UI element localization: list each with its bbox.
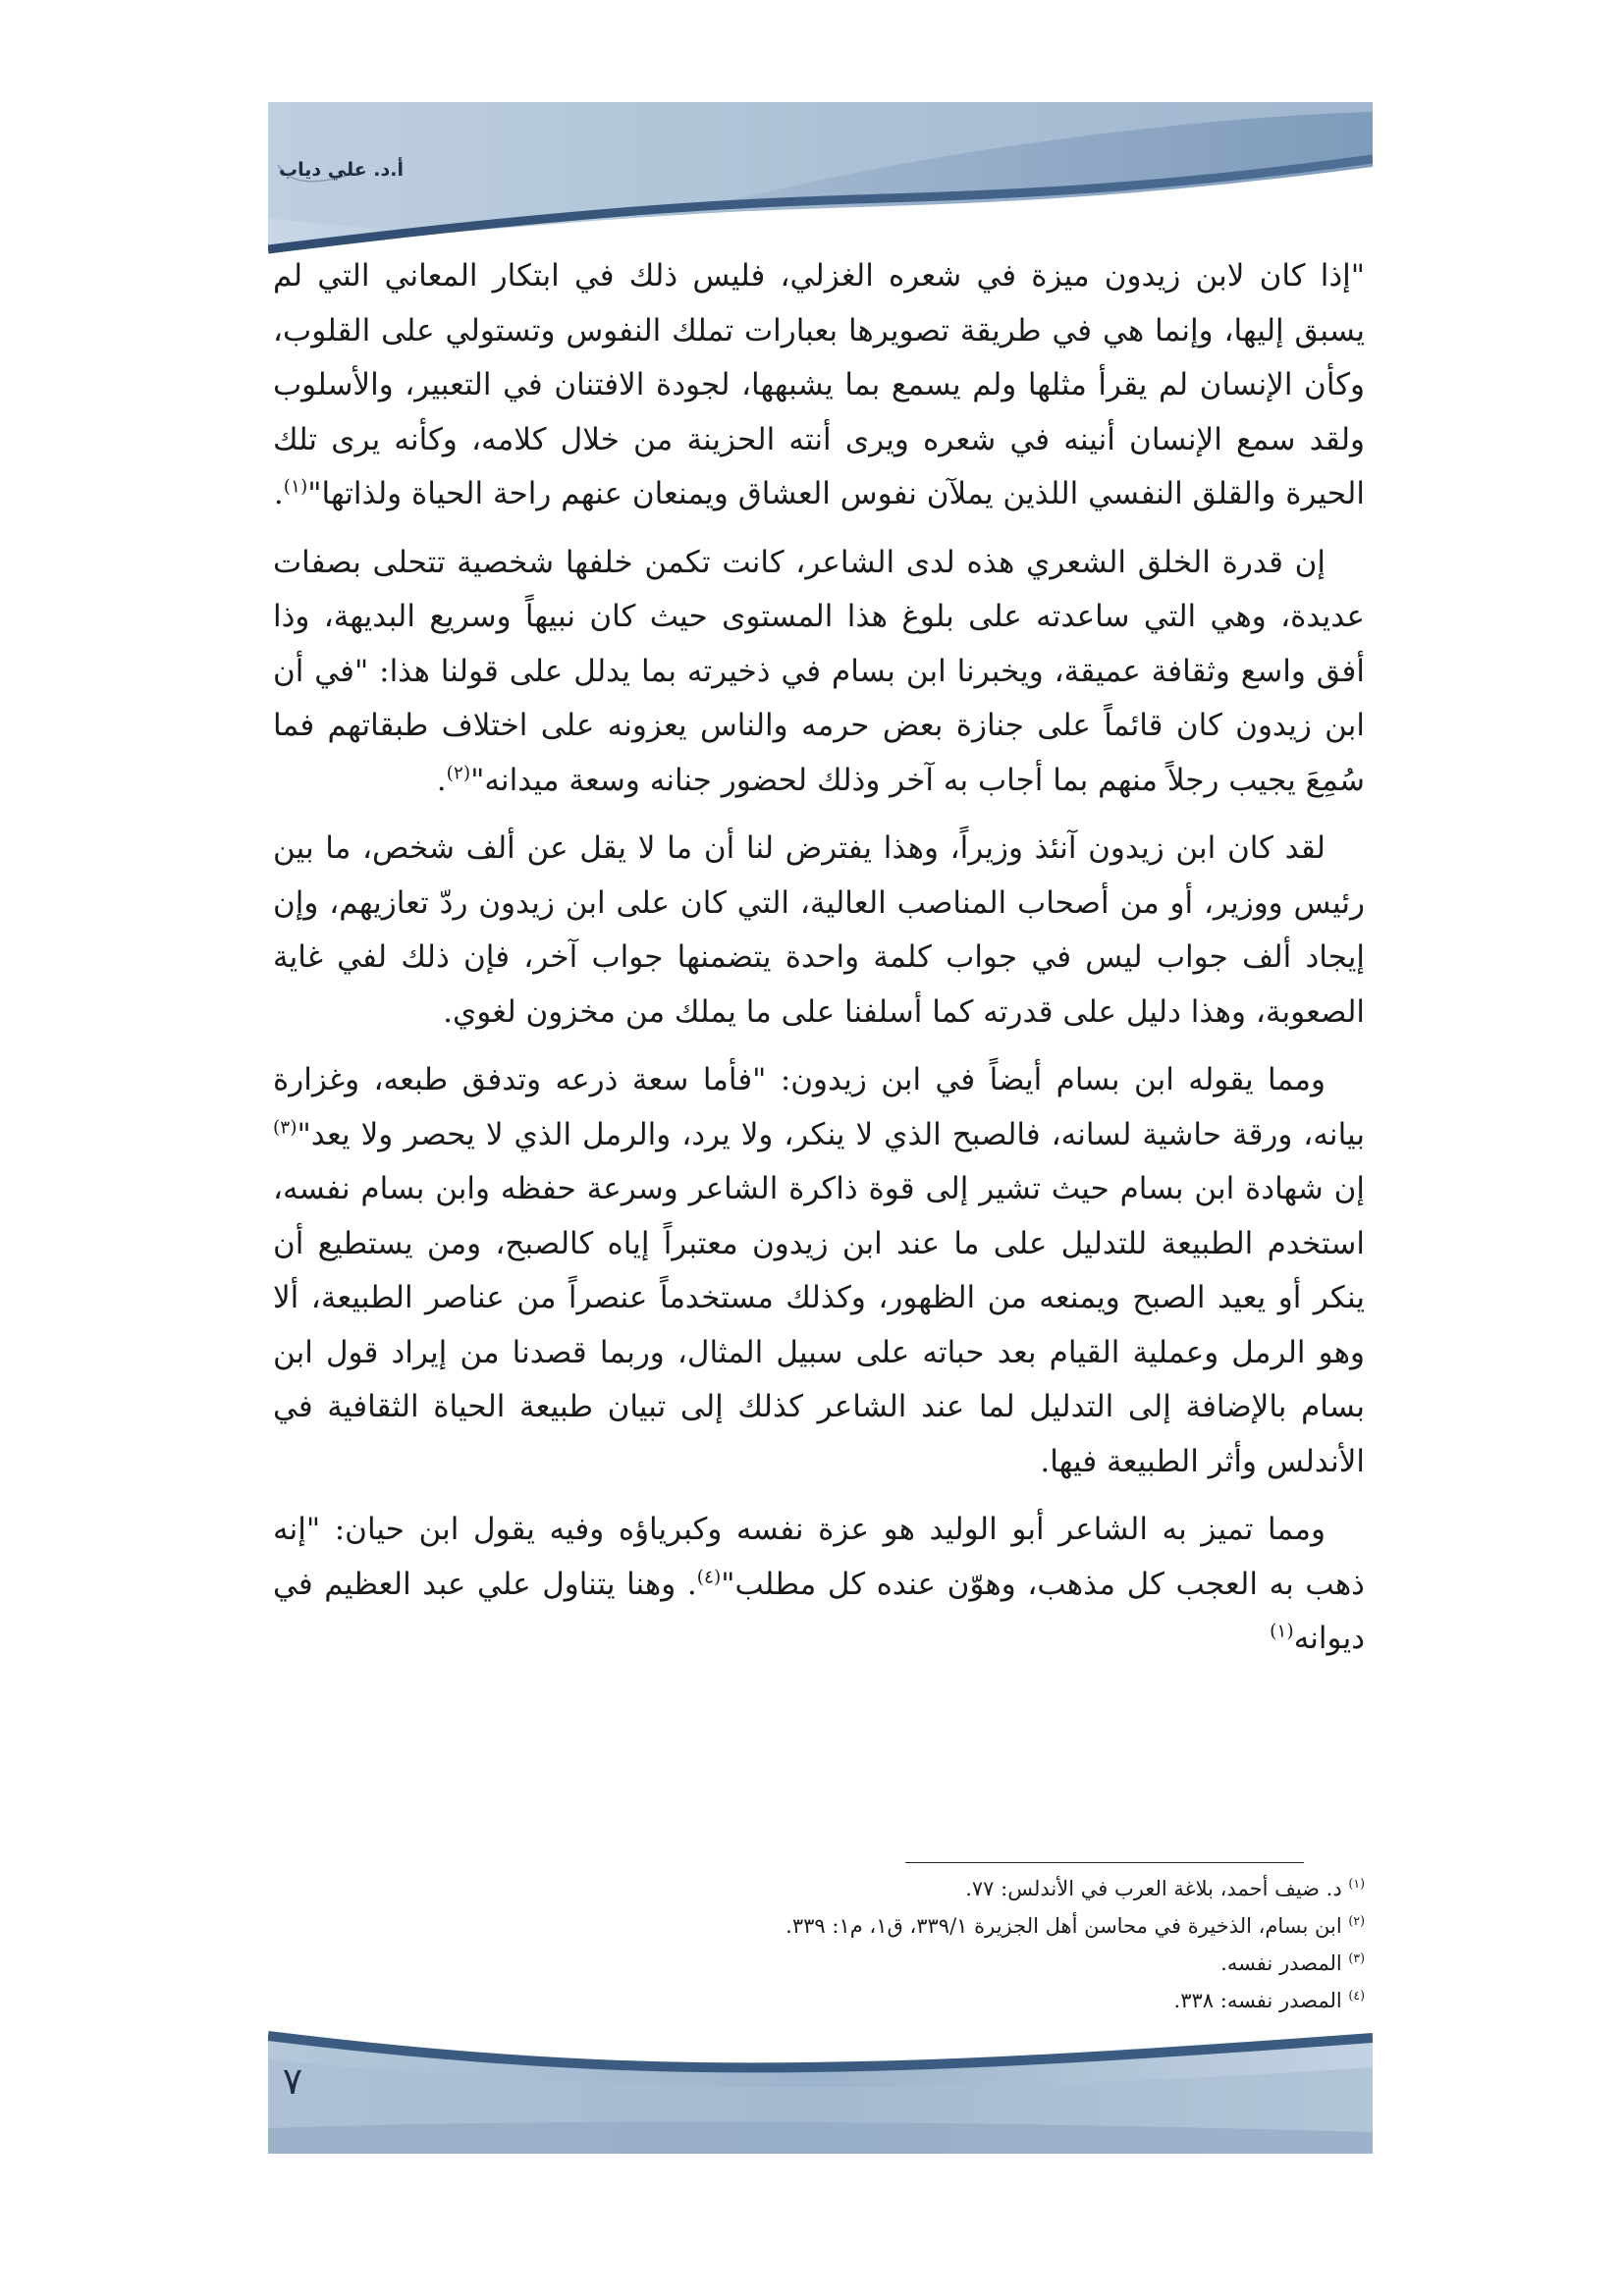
page-number: ٧ bbox=[282, 2059, 303, 2103]
paragraph-1 bbox=[273, 249, 1365, 522]
footer-band bbox=[268, 2030, 1373, 2154]
footnote-4-text: المصدر نفسه: ٣٣٨. bbox=[1173, 1989, 1342, 2012]
paragraph-3 bbox=[273, 822, 1365, 1040]
note-ref-4[interactable]: (٤) bbox=[696, 1567, 722, 1588]
footnote-4 bbox=[295, 1982, 1365, 2019]
footnote-separator bbox=[905, 1862, 1304, 1863]
paragraph-2-text: إن قدرة الخلق الشعري هذه لدى الشاعر، كانت تكمن خلفها شخصية تتحلى بصفات عديدة، وهي التي ساعدته على بلوغ هذا المستوى حيث كان نبيهاً وسريع البديهة، وذا أفق واسع وثقافة عميقة، ويخبرنا ابن بسام في ذخيرته بما يدلل على قولنا هذا: "في أن ابن زيدون كان قائماً على جنازة بعض حرمه والناس يعزونه على اختلاف طبقاتهم فما سُمِعَ يجيب رجلاً منهم بما أجاب به آخر وذلك لحضور جنانه وسعة ميدانه" bbox=[273, 544, 1365, 798]
header-wave-graphic bbox=[268, 102, 1373, 255]
footer-wave-graphic bbox=[268, 2030, 1373, 2154]
paragraph-2 bbox=[273, 536, 1365, 809]
footnote-2-number: (٢) bbox=[1348, 1913, 1365, 1928]
paragraph-4 bbox=[273, 1053, 1365, 1489]
paragraph-5-tail: . وهنا يتناول علي عبد العظيم في ديوانه bbox=[273, 1566, 1365, 1656]
main-text bbox=[273, 249, 1365, 1681]
paragraph-1-tail: . bbox=[273, 476, 284, 511]
note-ref-2[interactable]: (٢) bbox=[446, 763, 471, 784]
note-ref-1[interactable]: (١) bbox=[283, 476, 308, 498]
footnote-2-text: ابن بسام، الذخيرة في محاسن أهل الجزيرة ٣٣٩/١، ق١، م١: ٣٣٩. bbox=[785, 1914, 1342, 1938]
footnote-3-text: المصدر نفسه. bbox=[1220, 1951, 1342, 1975]
paragraph-2-tail: . bbox=[436, 762, 447, 798]
footnotes bbox=[295, 1870, 1365, 2019]
footnote-3 bbox=[295, 1945, 1365, 1982]
note-ref-3[interactable]: (٣) bbox=[273, 1117, 298, 1139]
footnote-4-number: (٤) bbox=[1348, 1988, 1365, 2002]
paragraph-1-text: "إذا كان لابن زيدون ميزة في شعره الغزلي، فليس ذلك في ابتكار المعاني التي لم يسبق إليها، وإنما هي في طريقة تصويرها بعبارات تملك النفوس وتستولي على القلوب، وكأن الإنسان لم يقرأ مثلها ولم يسمع بما يشبهها، لجودة الافتنان في التعبير، والأسلوب ولقد سمع الإنسان أنينه في شعره ويرى أنته الحزينة من خلال كلامه، وكأنه يرى تلك الحيرة والقلق النفسي اللذين يملآن نفوس العشاق ويمنعان عنهم راحة الحياة ولذاتها" bbox=[273, 258, 1365, 511]
footnote-1-text: د. ضيف أحمد، بلاغة العرب في الأندلس: ٧٧. bbox=[965, 1877, 1342, 1900]
paragraph-3-text: لقد كان ابن زيدون آنئذ وزيراً، وهذا يفترض لنا أن ما لا يقل عن ألف شخص، ما بين رئيس ووزير، أو من أصحاب المناصب العالية، التي كان على ابن زيدون ردّ تعازيهم، وإن إيجاد ألف جواب ليس في جواب كلمة واحدة يتضمنها جواب آخر، فإن ذلك لفي غاية الصعوبة، وهذا دليل على قدرته كما أسلفنا على ما يملك من مخزون لغوي. bbox=[273, 830, 1365, 1030]
paragraph-5-text: ومما تميز به الشاعر أبو الوليد هو عزة نفسه وكبرياؤه وفيه يقول ابن حيان: "إنه ذهب به العجب كل مذهب، وهوّن عنده كل مطلب" bbox=[273, 1512, 1365, 1602]
paragraph-5 bbox=[273, 1503, 1365, 1667]
footnote-3-number: (٣) bbox=[1348, 1950, 1365, 1965]
paragraph-4-tail: إن شهادة ابن بسام حيث تشير إلى قوة ذاكرة الشاعر وسرعة حفظه وابن بسام نفسه، استخدم الطبيعة للتدليل على ما عند ابن زيدون معتبراً إياه كالصبح، ومن يستطيع أن ينكر أو يعيد الصبح ويمنعه من الظهور، وكذلك مستخدماً عنصراً من عناصر الطبيعة، ألا وهو الرمل وعملية القيام بعد حباته على سبيل المثال، وربما قصدنا من إيراد قول ابن بسام بالإضافة إلى التدليل لما عند الشاعر كذلك إلى تبيان طبيعة الحياة الثقافية في الأندلس وأثر الطبيعة فيها. bbox=[273, 1171, 1365, 1479]
running-header-author: أ.د. علي دياب bbox=[279, 159, 404, 181]
footnote-2 bbox=[295, 1907, 1365, 1945]
header-band bbox=[268, 102, 1373, 255]
footnote-1 bbox=[295, 1870, 1365, 1907]
footnote-1-number: (١) bbox=[1348, 1876, 1365, 1891]
paragraph-4-text: ومما يقوله ابن بسام أيضاً في ابن زيدون: "فأما سعة ذرعه وتدفق طبعه، وغزارة بيانه، ورقة حاشية لسانه، فالصبح الذي لا ينكر، ولا يرد، والرمل الذي لا يحصر ولا يعد" bbox=[273, 1062, 1365, 1152]
note-ref-next-page-1[interactable]: (١) bbox=[1270, 1621, 1294, 1642]
